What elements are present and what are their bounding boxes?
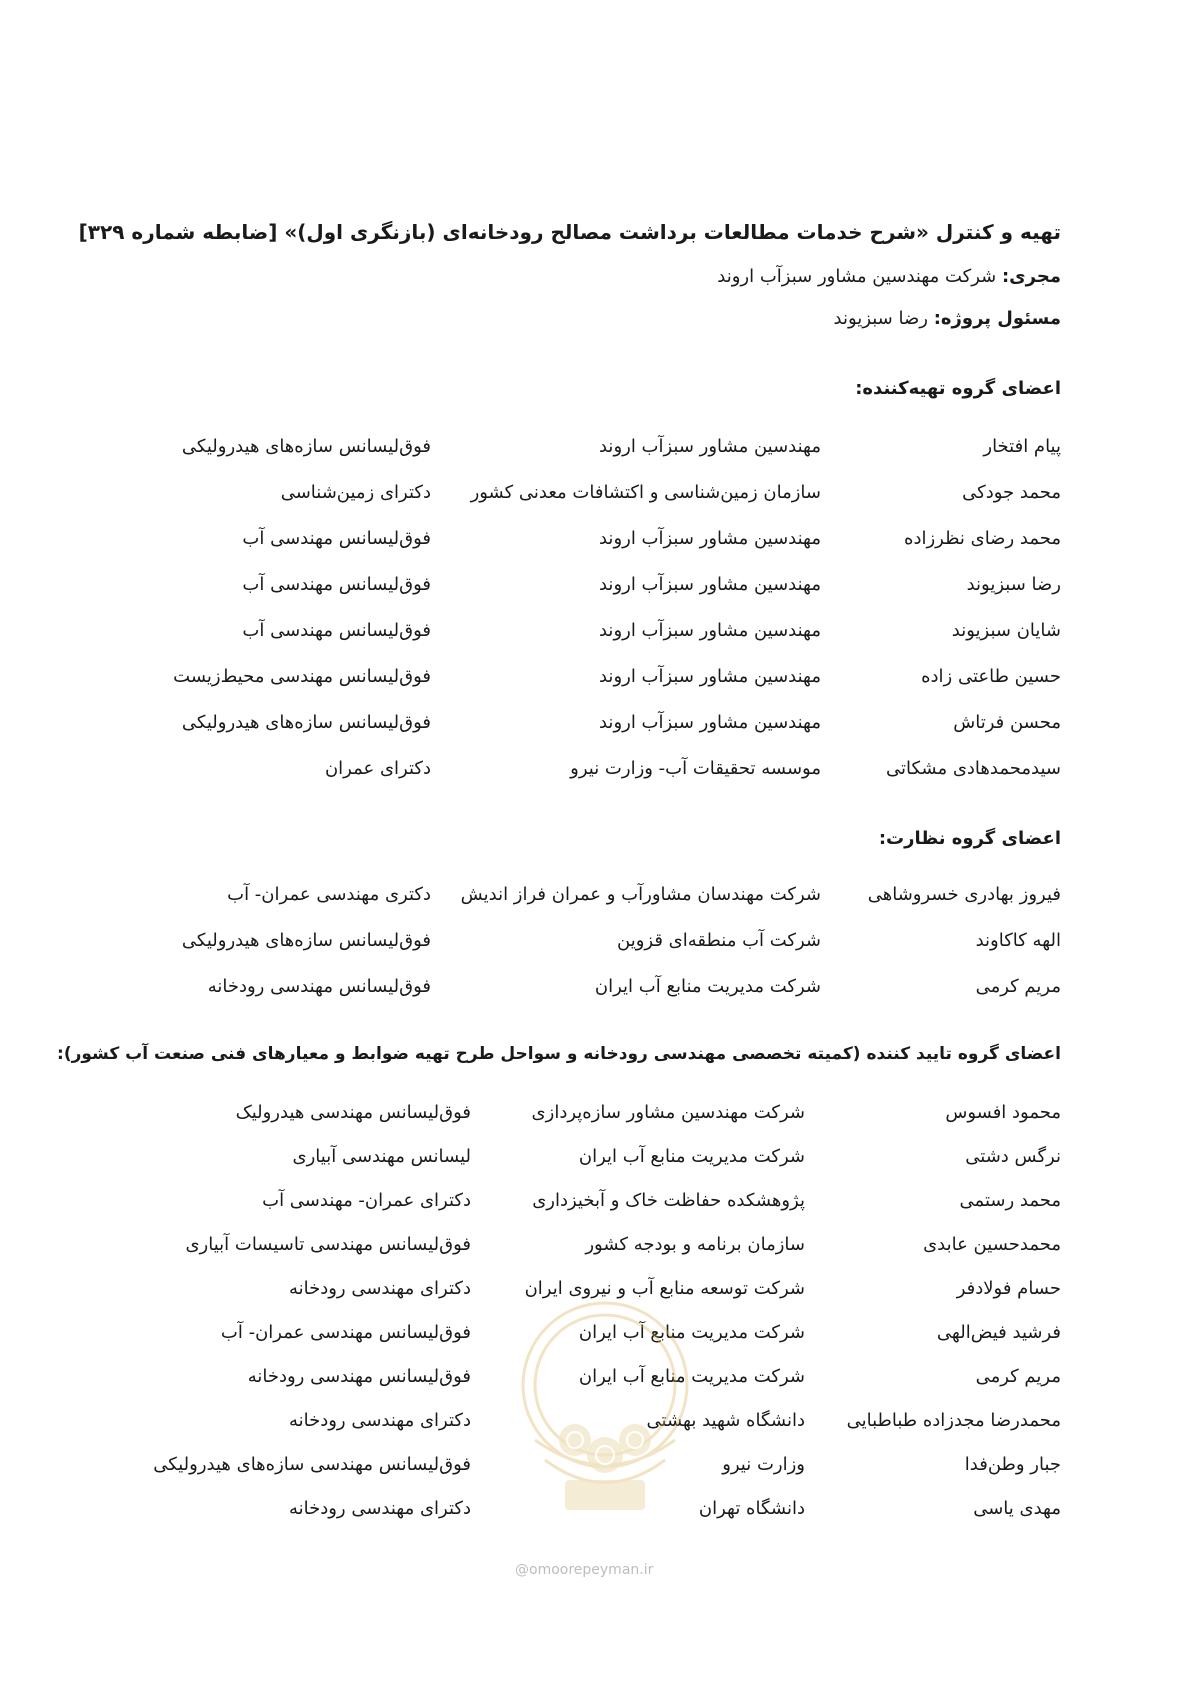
- member-degree: فوق‌لیسانس سازه‌های هیدرولیکی: [181, 712, 431, 733]
- seal-logo-icon: [505, 1290, 705, 1530]
- supervisors-heading: اعضای گروه نظارت:: [878, 828, 1061, 849]
- member-degree: فوق‌لیسانس مهندسی عمران- آب: [220, 1322, 471, 1343]
- executor-value: شرکت مهندسین مشاور سبزآب اروند: [717, 266, 997, 287]
- member-name: پیام افتخار: [983, 436, 1061, 457]
- table-row: [101, 976, 1061, 1006]
- member-name: سیدمحمدهادی مشکاتی: [885, 758, 1061, 779]
- manager-line: [834, 308, 1061, 329]
- member-org: دانشگاه شهید بهشتی: [646, 1410, 805, 1431]
- table-row: [101, 666, 1061, 696]
- member-name: محمد جودکی: [962, 482, 1061, 503]
- member-org: مهندسین مشاور سبزآب اروند: [598, 712, 821, 733]
- member-degree: دکترای عمران- مهندسی آب: [262, 1190, 471, 1211]
- member-degree: فوق‌لیسانس مهندسی رودخانه: [207, 976, 431, 997]
- member-name: محمدحسین عابدی: [923, 1234, 1061, 1255]
- member-name: محمود افسوس: [945, 1102, 1061, 1123]
- member-org: شرکت مهندسان مشاورآب و عمران فراز اندیش: [460, 884, 821, 905]
- table-row: [101, 1190, 1061, 1220]
- member-degree: دکترای مهندسی رودخانه: [288, 1410, 471, 1431]
- watermark-text: @omoorepeyman.ir: [515, 1562, 654, 1578]
- member-org: وزارت نیرو: [722, 1454, 805, 1475]
- table-row: [101, 1234, 1061, 1264]
- member-name: مریم کرمی: [975, 976, 1061, 997]
- member-name: الهه کاکاوند: [975, 930, 1061, 951]
- member-degree: فوق‌لیسانس مهندسی آب: [242, 528, 431, 549]
- member-degree: فوق‌لیسانس مهندسی تاسیسات آبیاری: [185, 1234, 471, 1255]
- table-row: [101, 930, 1061, 960]
- member-degree: دکترای عمران: [324, 758, 431, 779]
- member-org: شرکت مدیریت منابع آب ایران: [578, 1146, 805, 1167]
- member-org: دانشگاه تهران: [698, 1498, 805, 1519]
- executor-line: [717, 266, 1061, 287]
- member-degree: فوق‌لیسانس مهندسی سازه‌های هیدرولیکی: [153, 1454, 471, 1475]
- member-degree: دکترای مهندسی رودخانه: [288, 1498, 471, 1519]
- table-row: [101, 482, 1061, 512]
- member-name: فرشید فیض‌الهی: [936, 1322, 1061, 1343]
- member-org: شرکت مهندسین مشاور سازه‌پردازی: [531, 1102, 805, 1123]
- member-org: مهندسین مشاور سبزآب اروند: [598, 528, 821, 549]
- member-name: محسن فرتاش: [953, 712, 1061, 733]
- table-row: [101, 1102, 1061, 1132]
- manager-label: مسئول پروژه:: [933, 308, 1061, 329]
- member-org: شرکت توسعه منابع آب و نیروی ایران: [524, 1278, 805, 1299]
- manager-value: رضا سبزیوند: [833, 308, 928, 329]
- member-org: موسسه تحقیقات آب- وزارت نیرو: [570, 758, 821, 779]
- member-org: پژوهشکده حفاظت خاک و آبخیزداری: [532, 1190, 805, 1211]
- table-row: [101, 574, 1061, 604]
- member-org: مهندسین مشاور سبزآب اروند: [598, 574, 821, 595]
- member-degree: فوق‌لیسانس مهندسی رودخانه: [247, 1366, 471, 1387]
- member-name: مریم کرمی: [975, 1366, 1061, 1387]
- member-org: شرکت آب منطقه‌ای قزوین: [617, 930, 821, 951]
- preparers-heading: اعضای گروه تهیه‌کننده:: [855, 378, 1061, 399]
- member-degree: فوق‌لیسانس مهندسی آب: [242, 620, 431, 641]
- member-name: شایان سبزیوند: [951, 620, 1061, 641]
- member-name: رضا سبزیوند: [966, 574, 1061, 595]
- table-row: [101, 758, 1061, 788]
- table-row: [101, 620, 1061, 650]
- member-name: نرگس دشتی: [965, 1146, 1061, 1167]
- table-row: [101, 1146, 1061, 1176]
- member-degree: فوق‌لیسانس مهندسی هیدرولیک: [235, 1102, 471, 1123]
- member-org: سازمان زمین‌شناسی و اکتشافات معدنی کشور: [470, 482, 821, 503]
- member-org: شرکت مدیریت منابع آب ایران: [578, 1322, 805, 1343]
- member-name: حسام فولادفر: [956, 1278, 1061, 1299]
- member-name: مهدی یاسی: [973, 1498, 1061, 1519]
- approvers-heading: اعضای گروه تایید کننده (کمیته تخصصی مهندسی رودخانه و سواحل طرح تهیه ضوابط و معیارهای فنی صنعت آب کشور):: [57, 1044, 1061, 1064]
- member-degree: لیسانس مهندسی آبیاری: [292, 1146, 471, 1167]
- executor-label: مجری:: [1001, 266, 1061, 287]
- member-degree: دکتری مهندسی عمران- آب: [227, 884, 431, 905]
- member-name: حسین طاعتی زاده: [921, 666, 1061, 687]
- member-org: مهندسین مشاور سبزآب اروند: [598, 436, 821, 457]
- member-name: جبار وطن‌فدا: [964, 1454, 1061, 1475]
- member-org: شرکت مدیریت منابع آب ایران: [594, 976, 821, 997]
- table-row: [101, 436, 1061, 466]
- member-org: مهندسین مشاور سبزآب اروند: [598, 666, 821, 687]
- member-degree: فوق‌لیسانس سازه‌های هیدرولیکی: [181, 436, 431, 457]
- document-title: تهیه و کنترل «شرح خدمات مطالعات برداشت مصالح رودخانه‌ای (بازنگری اول)» [ضابطه شماره ۳۲۹]: [78, 220, 1061, 244]
- member-name: محمدرضا مجدزاده طباطبایی: [846, 1410, 1061, 1431]
- member-org: مهندسین مشاور سبزآب اروند: [598, 620, 821, 641]
- member-degree: دکترای مهندسی رودخانه: [288, 1278, 471, 1299]
- table-row: [101, 528, 1061, 558]
- member-name: محمد رستمی: [959, 1190, 1061, 1211]
- member-degree: فوق‌لیسانس مهندسی آب: [242, 574, 431, 595]
- member-degree: دکترای زمین‌شناسی: [280, 482, 431, 503]
- member-degree: فوق‌لیسانس مهندسی محیط‌زیست: [173, 666, 431, 687]
- member-name: فیروز بهادری خسروشاهی: [867, 884, 1061, 905]
- member-name: محمد رضای نظرزاده: [904, 528, 1061, 549]
- table-row: [101, 712, 1061, 742]
- member-org: شرکت مدیریت منابع آب ایران: [578, 1366, 805, 1387]
- member-degree: فوق‌لیسانس سازه‌های هیدرولیکی: [181, 930, 431, 951]
- member-org: سازمان برنامه و بودجه کشور: [585, 1234, 805, 1255]
- table-row: [101, 884, 1061, 914]
